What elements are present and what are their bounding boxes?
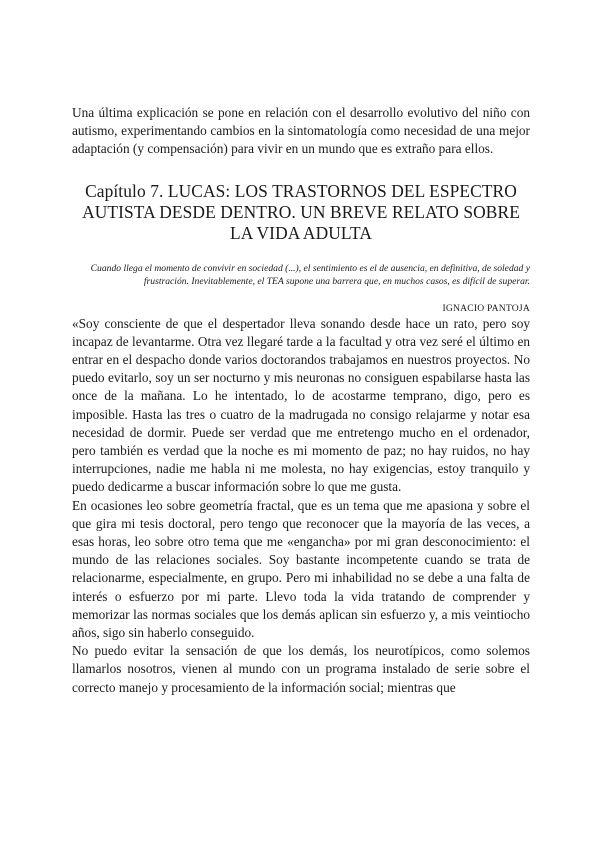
body-paragraph: En ocasiones leo sobre geometría fractal, que es un tema que me apasiona y sobre el que gira mi tesis doctoral, pero tengo que reconocer que la mayoría de las veces, a esas horas, leo sobre otro tema que me «engancha» por mi gran desconocimiento: el mundo de las relaciones sociales. Soy bastante incompetente cuando se trata de relacionarme, especialmente, en grupo. Pero mi inhabilidad no se debe a una falta de interés o esfuerzo por mi parte. Llevo toda la vida tratando de comprender y memorizar las normas sociales que los demás aplican sin esfuerzo y, a mis veintiocho años, sigo sin haberlo conseguido. xyxy=(72,497,530,641)
epigraph-author: IGNACIO PANTOJA xyxy=(442,302,530,314)
body-paragraph: No puedo evitar la sensación de que los demás, los neurotípicos, como solemos llamarlos nosotros, vienen al mundo con un programa instalado de serie sobre el correcto manejo y procesamiento de la información social; mientras que xyxy=(72,643,530,695)
intro-paragraph: Una última explicación se pone en relación con el desarrollo evolutivo del niño con autismo, experimentando cambios en la sintomatología como necesidad de una mejor adaptación (y compensación) para vivir en un mundo que es extraño para ellos. xyxy=(72,105,530,157)
body-paragraph: «Soy consciente de que el despertador lleva sonando desde hace un rato, pero soy incapaz de levantarme. Otra vez llegaré tarde a la facultad y otra vez seré el último en entrar en el despacho donde varios doctorandos trabajamos en nuestros proyectos. No puedo evitarlo, soy un ser nocturno y mis neuronas no consiguen espabilarse hasta las once de la mañana. Lo he intentado, lo de acostarme temprano, digo, pero es imposible. Hasta las tres o cuatro de la madrugada no consigo relajarme y notar esa necesidad de dormir. Puede ser verdad que me entretengo mucho en el ordenador, pero también es verdad que la noche es mi momento de paz; no hay ruidos, no hay interrupciones, nadie me habla ni me molesta, no hay exigencias, estoy tranquilo y puedo dedicarme a buscar información sobre lo que me gusta. xyxy=(72,315,530,495)
chapter-title: Capítulo 7. LUCAS: LOS TRASTORNOS DEL ESPECTRO AUTISTA DESDE DENTRO. UN BREVE RELATO SOBRE LA VIDA ADULTA xyxy=(82,180,520,243)
document-page xyxy=(72,104,530,697)
epigraph-quote: Cuando llega el momento de convivir en sociedad (...), el sentimiento es el de ausencia, en definitiva, de soledad y frustración. Inevitablemente, el TEA supone una barrera que, en muchos casos, es difícil de superar. xyxy=(90,262,530,287)
